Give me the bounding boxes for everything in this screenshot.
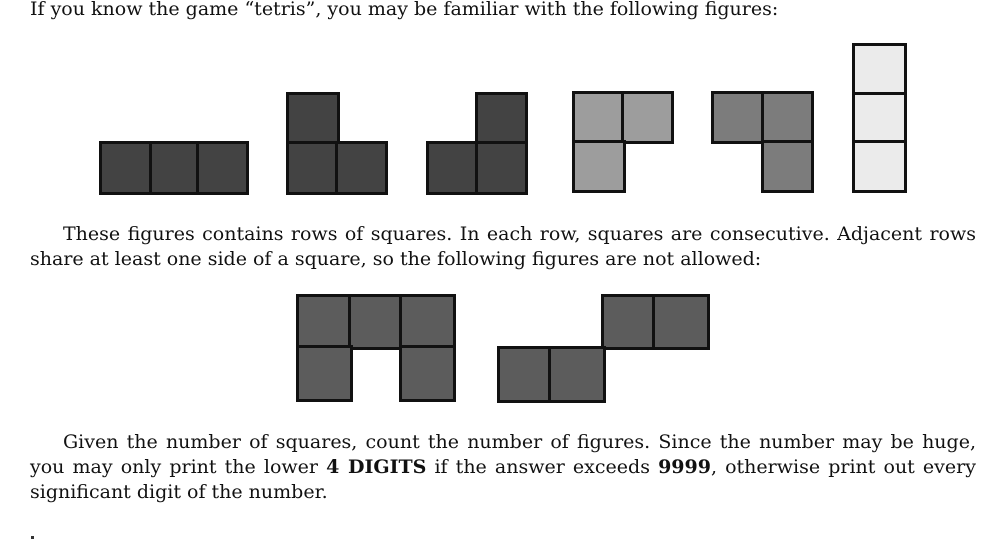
intro-text: If you know the game “tetris”, you may be familiar with the following figures: xyxy=(30,0,779,20)
figure-u-shape-disallowed xyxy=(296,294,456,402)
figure-l-shape xyxy=(286,92,388,195)
cut-off-text-fragment xyxy=(31,536,34,539)
figure-horizontal-three xyxy=(99,141,249,195)
bold-9999: 9999 xyxy=(658,456,711,478)
task-text-3: , otherwise print out every significant digit of the number. xyxy=(30,456,976,503)
figure-corner-top-right xyxy=(711,91,814,193)
rules-paragraph: These figures contains rows of squares. In each row, squares are consecutive. Adjacent rows share at least one side of a square, so the following figures are not allowed: xyxy=(30,223,976,270)
figure-s-shape-disallowed xyxy=(497,294,710,403)
task-paragraph xyxy=(30,430,976,505)
task-text-1: Given the number of squares, count the number of figures. Since the number may be huge, you may only print the lower xyxy=(30,431,976,478)
figure-vertical-three xyxy=(852,43,907,193)
bold-four-digits: 4 DIGITS xyxy=(326,456,427,478)
task-text-2: if the answer exceeds xyxy=(426,456,659,478)
figure-corner-top-left xyxy=(572,91,674,193)
figure-j-shape xyxy=(426,92,528,195)
